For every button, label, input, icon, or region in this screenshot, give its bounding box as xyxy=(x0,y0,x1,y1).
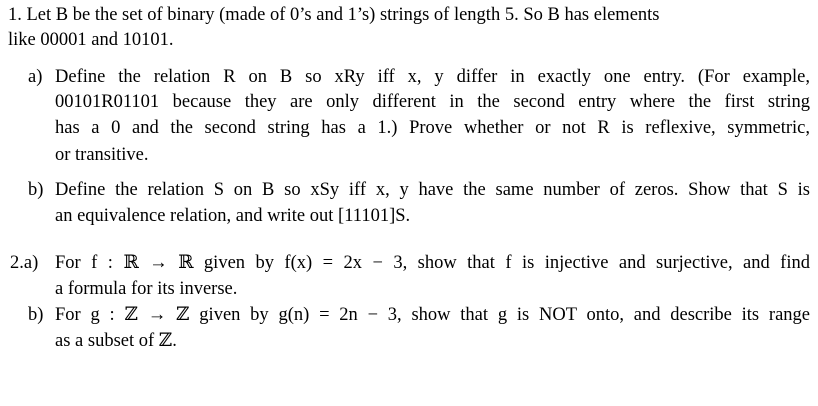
part-b-line2: an equivalence relation, and write out [11101]S. xyxy=(55,206,411,226)
part-a-label: a) xyxy=(28,67,43,87)
problem2-a-line2: a formula for its inverse. xyxy=(55,279,238,299)
problem1-intro-line2: like 00001 and 10101. xyxy=(8,30,174,50)
problem1-intro-line1: Let B be the set of binary (made of 0’s and 1’s) strings of length 5. So B has elements xyxy=(26,5,660,25)
problem2-a-label: 2.a) xyxy=(10,253,39,273)
problem2-b-line1: For g : ℤ → ℤ given by g(n) = 2n − 3, show that g is NOT onto, and describe its range xyxy=(55,305,810,325)
part-a-line4: or transitive. xyxy=(55,145,149,165)
problem1-number: 1. xyxy=(8,5,22,25)
part-b-line1: Define the relation S on B so xSy iff x, y have the same number of zeros. Show that S is xyxy=(55,180,810,200)
problem2-b-line2: as a subset of ℤ. xyxy=(55,331,177,351)
part-a-line3: has a 0 and the second string has a 1.) Prove whether or not R is reflexive, symmetric, xyxy=(55,118,810,138)
part-a-line2: 00101R01101 because they are only different in the second entry where the first string xyxy=(55,92,810,112)
problem1-line1 xyxy=(8,3,660,27)
part-a-line1: Define the relation R on B so xRy iff x, y differ in exactly one entry. (For example, xyxy=(55,67,810,87)
problem2-b-label: b) xyxy=(28,305,44,325)
problem2-a-line1: For f : ℝ → ℝ given by f(x) = 2x − 3, show that f is injective and surjective, and find xyxy=(55,253,810,273)
part-b-label: b) xyxy=(28,180,44,200)
